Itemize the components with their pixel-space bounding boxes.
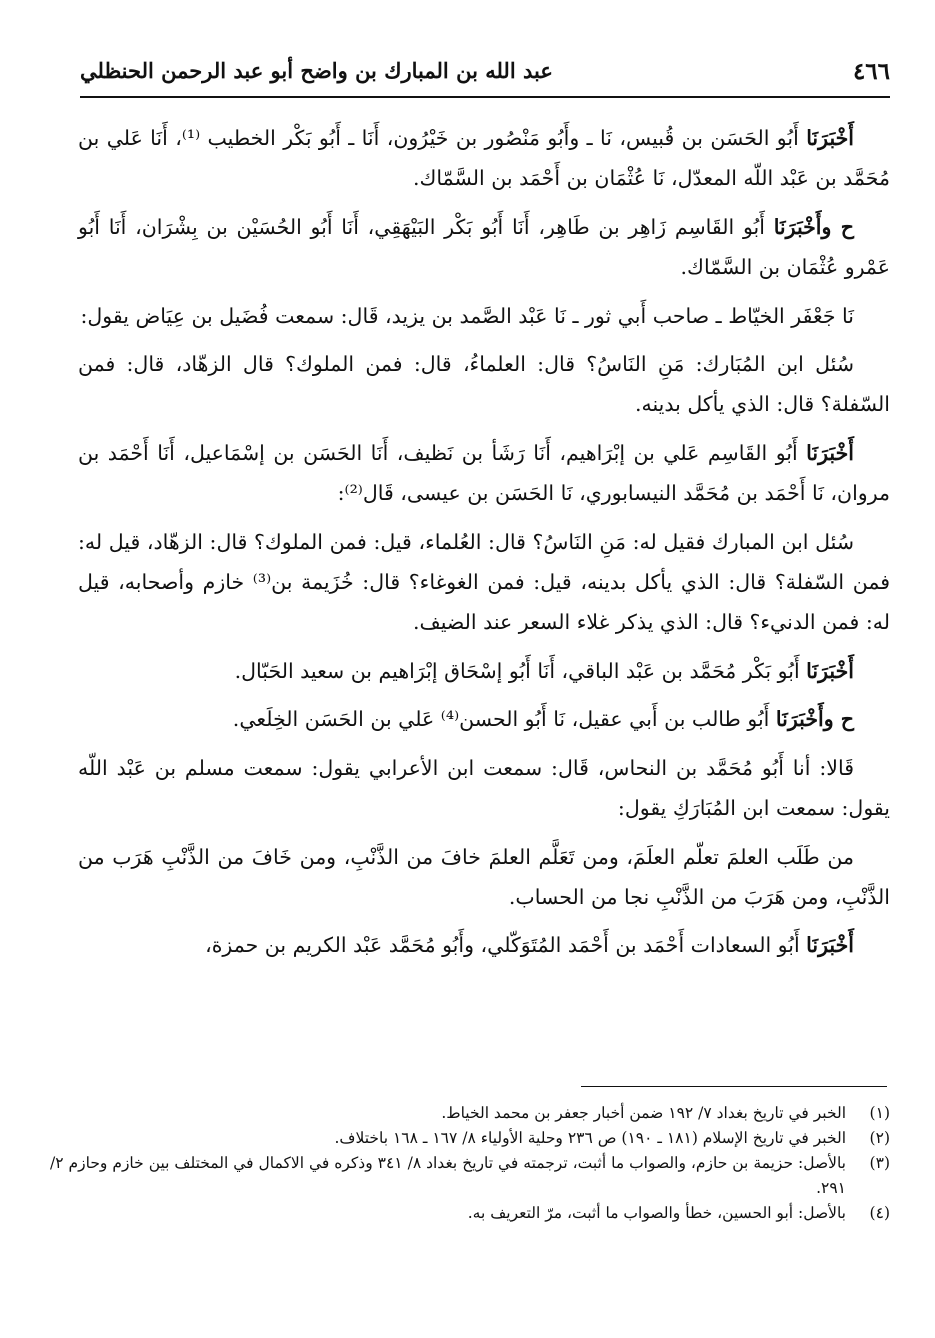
- page-header: [80, 52, 890, 98]
- footnote-text: الخبر في تاريخ الإسلام (١٨١ ـ ١٩٠) ص ٢٣٦ وحلية الأولياء ٨/ ١٦٧ ـ ١٦٨ باختلاف.: [334, 1129, 846, 1147]
- paragraph: [78, 296, 890, 336]
- footnote: [50, 1101, 890, 1126]
- paragraph: [78, 925, 890, 965]
- isnad-keyword: أَخْبَرَنَا: [806, 126, 855, 150]
- paragraph: [78, 433, 890, 514]
- footnote: [50, 1126, 890, 1151]
- paragraph-text: أَبُو طالب بن أَبي عقيل، نَا أَبُو الحسن⁽⁴⁾ عَلي بن الحَسَن الخِلَعي.: [232, 707, 776, 732]
- paragraph: [78, 522, 890, 643]
- footnote-text: الخبر في تاريخ بغداد ٧/ ١٩٢ ضمن أخبار جعفر بن محمد الخياط.: [441, 1104, 846, 1122]
- paragraph-text: سُئل ابن المبارك فقيل له: مَنِ النَاسُ؟ قال: العُلماء، قيل: فمن الملوك؟ قال: الزهّاد، قيل له: فمن السّفلة؟ قال: الذي يأكل بدينه، قيل: فمن الغوغاء؟ قال: خُزَيمة بن⁽³⁾ خازم وأصحابه، قيل له: فمن الدنيء؟ قال: الذي يذكر غلاء السعر عند الضيف.: [78, 529, 891, 635]
- paragraph: [78, 699, 890, 739]
- paragraph-text: أَبُو القَاسِم عَلي بن إبْرَاهيم، أَنَا رَشَأ بن نَظيف، أَنَا الحَسَن بن إسْمَاعيل، أَنَا أَحْمَد بن مروان، نَا أَحْمَد بن مُحَمَّد النيسابوري، نَا الحَسَن بن عيسى، قَال⁽²⁾:: [78, 440, 890, 506]
- paragraph: [78, 344, 890, 425]
- paragraph: [78, 651, 890, 691]
- footnote-text: بالأصل: أبو الحسين، خطأ والصواب ما أثبت، مرّ التعريف به.: [467, 1204, 846, 1222]
- footnotes: [50, 1101, 890, 1226]
- isnad-keyword: أَخْبَرَنَا: [806, 658, 854, 683]
- main-text: [78, 118, 890, 974]
- paragraph-text: من طَلَب العلمَ تعلّم العلَمَ، ومن تَعَلَّم العلمَ خافَ من الذَّنْبِ، ومن خَافَ من الذَّنْبِ هَرَب من الذَّنْبِ، ومن هَرَبَ من الذَّنْبِ نجا من الحساب.: [78, 844, 890, 909]
- paragraph: [78, 748, 890, 829]
- page-number: ٤٦٦: [852, 58, 890, 85]
- paragraph-text: أَبُو بَكْر مُحَمَّد بن عَبْد الباقي، أَنَا أَبُو إسْحَاق إبْرَاهيم بن سعيد الحَبّال.: [234, 658, 807, 683]
- isnad-keyword: ح وأَخْبَرَنَا: [775, 707, 854, 732]
- header-rule: [80, 96, 890, 98]
- footnote: [50, 1151, 890, 1201]
- footnote-number: (٣): [869, 1154, 890, 1172]
- paragraph: [78, 207, 890, 288]
- paragraph-text: أَبُو السعادات أَحْمَد بن أَحْمَد المُتَوَكّلي، وأَبُو مُحَمَّد عَبْد الكريم بن حمزة،: [205, 933, 807, 958]
- footnote-rule: [581, 1086, 887, 1087]
- footnote: [50, 1201, 890, 1226]
- footnote-number: (٤): [869, 1204, 890, 1222]
- isnad-keyword: أَخْبَرَنَا: [806, 440, 854, 465]
- paragraph-text: قَالا: أنا أَبُو مُحَمَّد بن النحاس، قَال: سمعت ابن الأعرابي يقول: سمعت مسلم بن عَبْد اللّه يقول: سمعت ابن المُبَارَكِ يقول:: [78, 755, 890, 821]
- paragraph-text: سُئل ابن المُبَارك: مَنِ النَاسُ؟ قال: العلماءُ، قال: فمن الملوك؟ قال الزهّاد، قال: فمن السّفلة؟ قال: الذي يأكل بدينه.: [78, 352, 890, 417]
- running-title: عبد الله بن المبارك بن واضح أبو عبد الرحمن الحنظلي: [80, 58, 553, 83]
- footnote-number: (١): [869, 1104, 890, 1122]
- paragraph-text: أَبُو الحَسَن بن قُبيس، نَا ـ وأَبُو مَنْصُور بن خَيْرُون، أَنَا ـ أَبُو بَكْر الخطيب ⁽¹⁾، أَنَا عَلي بن مُحَمَّد بن عَبْد اللّه المعدّل، نَا عُثْمَان بن أَحْمَد بن السَّمّاك.: [78, 126, 890, 191]
- footnote-text: بالأصل: حزيمة بن حازم، والصواب ما أثبت، ترجمته في تاريخ بغداد ٨/ ٣٤١ وذكره في الاكمال في المختلف بين خازم وحازم ٢/ ٢٩١.: [50, 1154, 846, 1197]
- isnad-keyword: ح وأَخْبَرَنَا: [773, 214, 854, 239]
- paragraph-text: أَبُو القَاسِم زَاهِر بن طَاهِر، أَنَا أَبُو بَكْر البَيْهَقِي، أَنَا أَبُو الحُسَيْن بن بِشْرَان، أَنَا أَبُو عَمْرو عُثْمَان بن السَّمّاك.: [78, 214, 890, 280]
- footnote-number: (٢): [869, 1129, 890, 1147]
- isnad-keyword: أَخْبَرَنَا: [806, 933, 854, 958]
- paragraph: [78, 118, 890, 199]
- paragraph-text: نَا جَعْفَر الخيّاط ـ صاحب أَبي ثور ـ نَا عَبْد الصَّمد بن يزيد، قَال: سمعت فُضَيل بن عِيَاض يقول:: [80, 303, 854, 328]
- paragraph: [78, 837, 890, 918]
